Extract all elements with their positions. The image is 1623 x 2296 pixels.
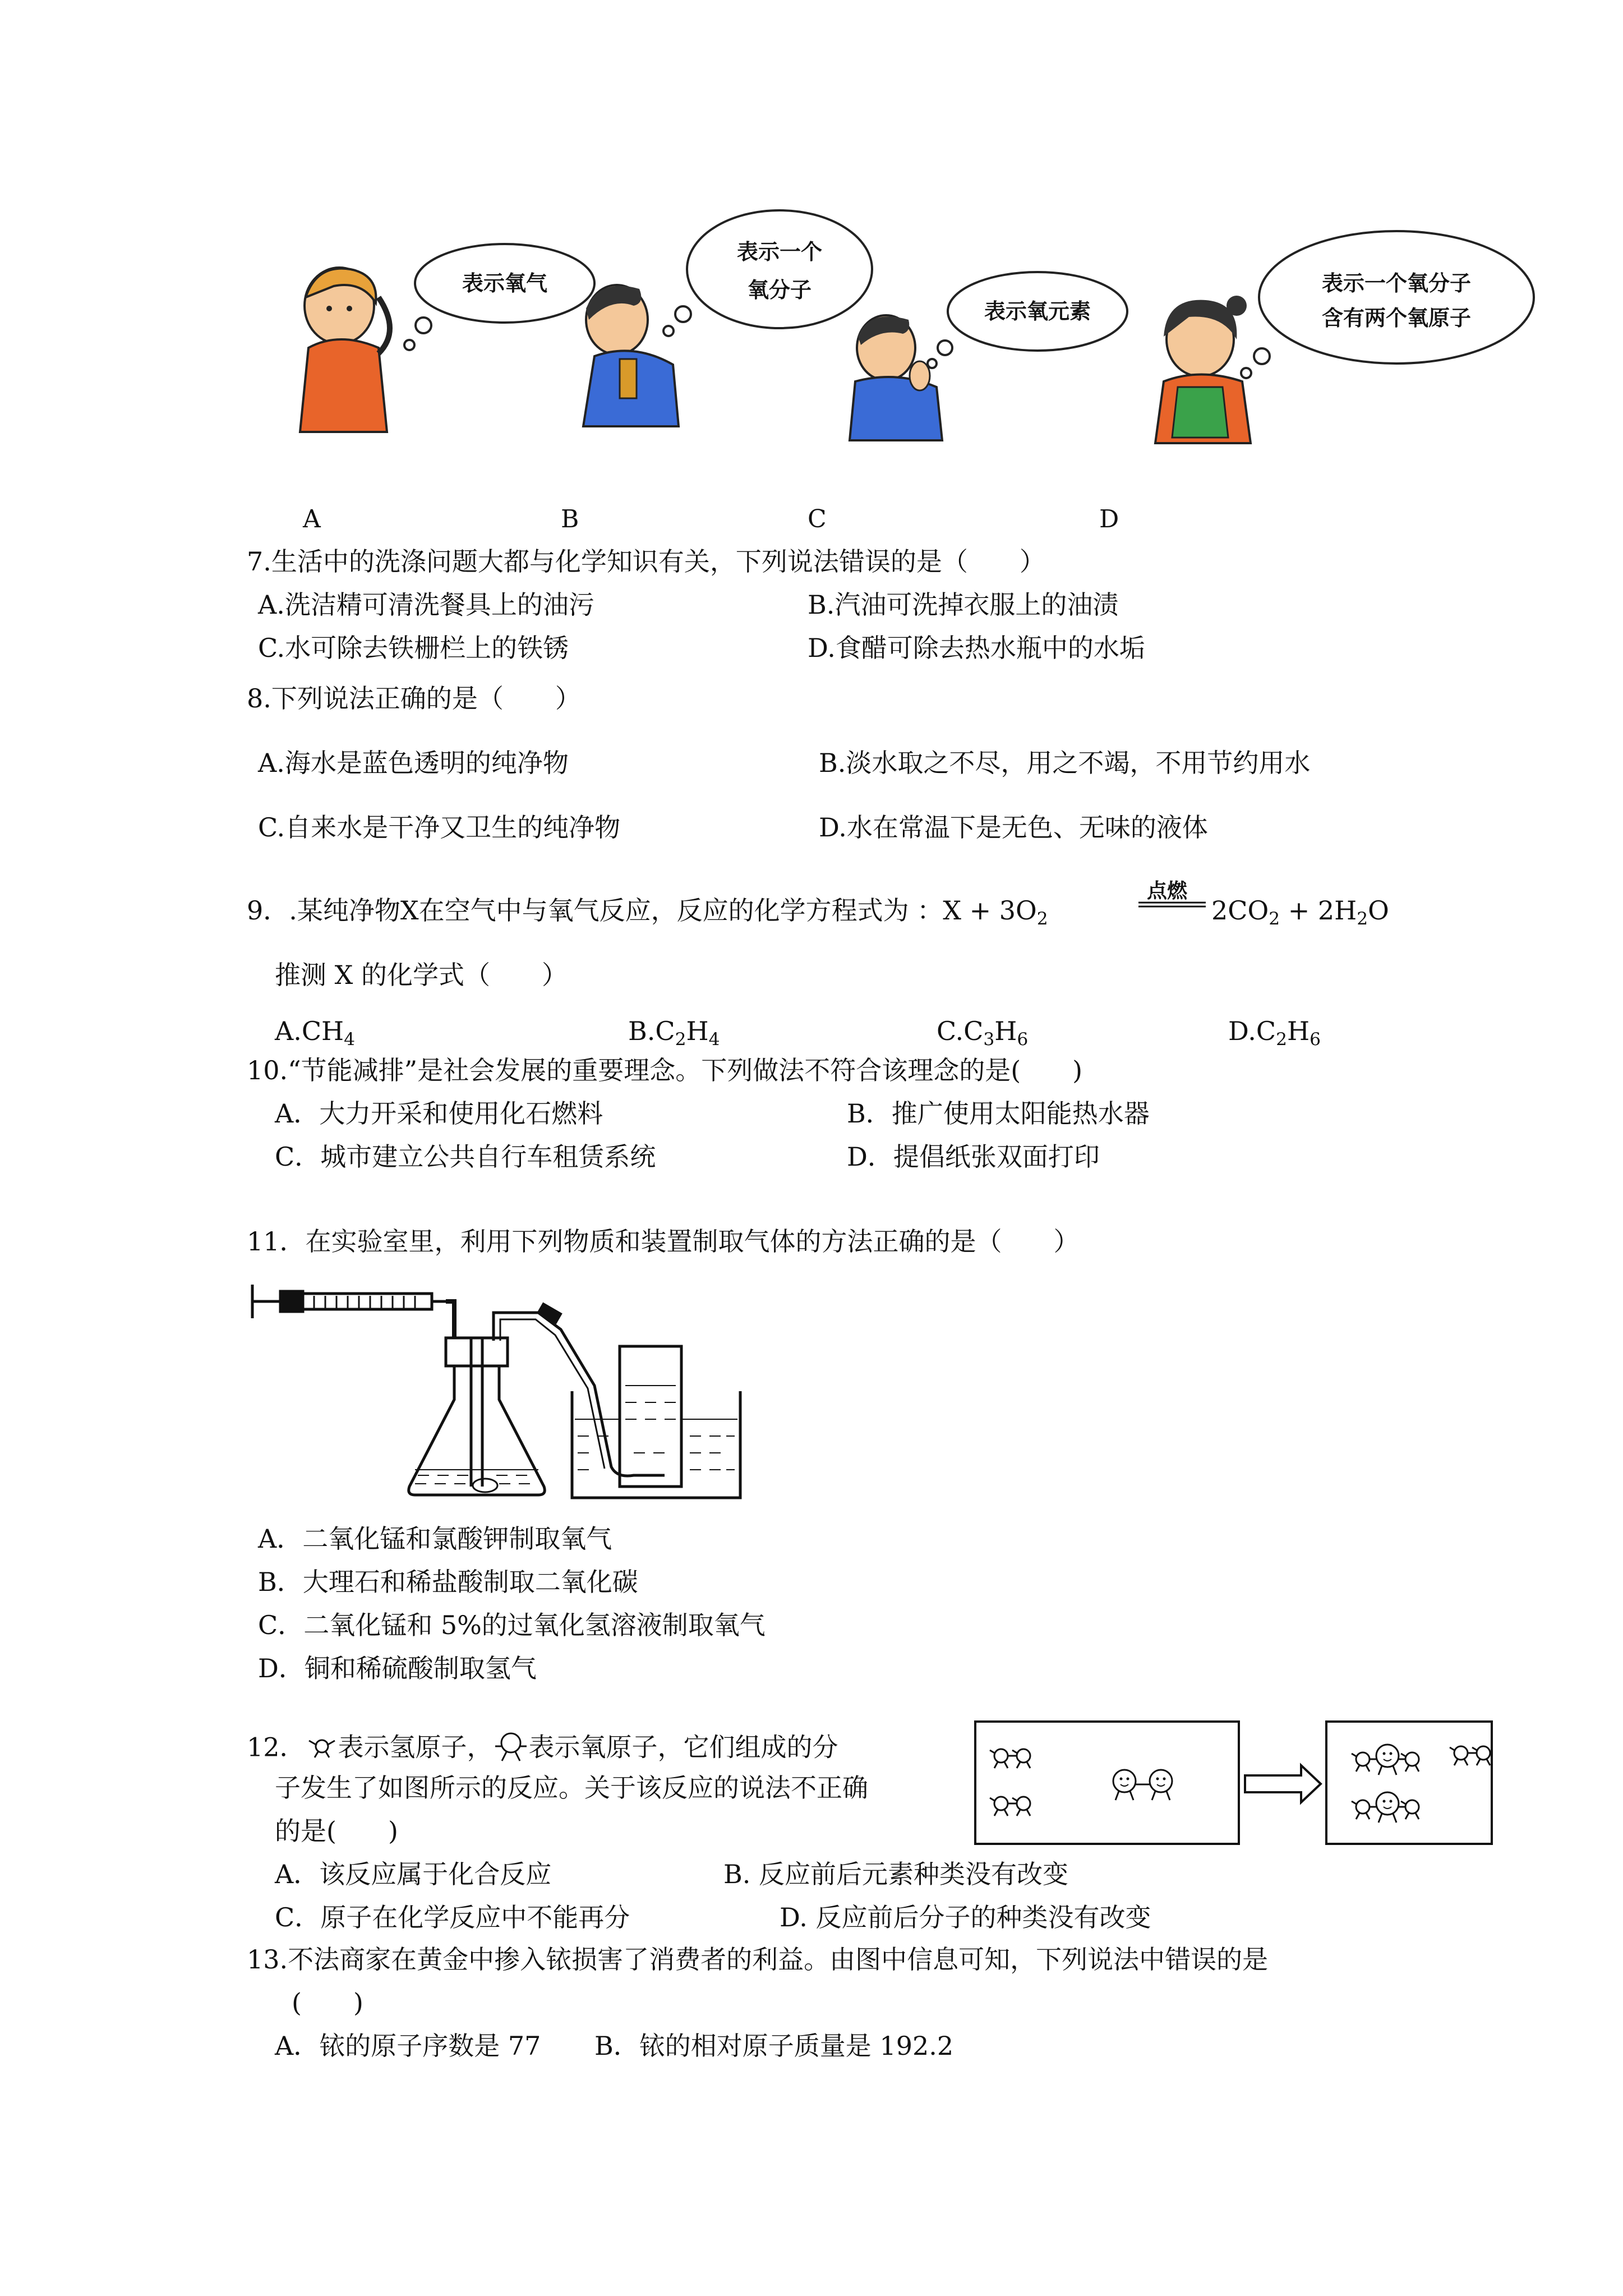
q12-stem-line2: 子发生了如图所示的反应。关于该反应的说法不正确 (275, 1773, 868, 1803)
q6-bubble-c (920, 264, 1133, 376)
q10-option-a: A．大力开采和使用化石燃料 (275, 1098, 603, 1129)
q9-product-h2o: + 2H (1288, 895, 1357, 926)
q6-label-a: A (303, 505, 321, 533)
q9-equation (247, 895, 1048, 929)
q9-reaction-arrow (1138, 901, 1206, 909)
q10-option-c: C．城市建立公共自行车租赁系统 (275, 1142, 656, 1172)
q11-option-a: A．二氧化锰和氯酸钾制取氧气 (258, 1524, 612, 1554)
q10-stem: 10.“节能减排”是社会发展的重要理念。下列做法不符合该理念的是( ) (247, 1055, 1083, 1085)
hydrogen-atom-icon (306, 1736, 338, 1763)
q8-option-c: C.自来水是干净又卫生的纯净物 (258, 812, 621, 843)
q13-paren: ( ) (292, 1987, 363, 2018)
q12-option-b: B. 反应前后元素种类没有改变 (723, 1859, 1069, 1889)
syringe-icon (252, 1285, 446, 1318)
q7-option-a: A.洗洁精可清洗餐具上的油污 (258, 590, 594, 620)
q6-bubble-a (393, 241, 606, 376)
q11-option-b: B．大理石和稀盐酸制取二氧化碳 (258, 1567, 638, 1597)
q12-option-a: A．该反应属于化合反应 (275, 1859, 552, 1889)
q9-option-a: $A.CH_4$ (275, 1016, 356, 1050)
q7-option-d: D.食醋可除去热水瓶中的水垢 (808, 633, 1145, 663)
q11-option-c: C．二氧化锰和 5%的过氧化氢溶液制取氧气 (258, 1610, 766, 1640)
q6-label-b: B (561, 505, 579, 533)
q6-label-c: C (808, 505, 827, 533)
q11-apparatus-diagram (247, 1273, 763, 1509)
q10-option-d: D．提倡纸张双面打印 (847, 1142, 1100, 1172)
q9-option-c: $C.C_3H_6$ (937, 1016, 1029, 1050)
q12-option-d: D. 反应前后分子的种类没有改变 (780, 1902, 1151, 1932)
q12-option-c: C．原子在化学反应中不能再分 (275, 1902, 630, 1932)
q6-bubble-c-text: 表示氧元素 (984, 299, 1091, 324)
q12-reaction-diagram (973, 1719, 1495, 1848)
oxygen-atom-icon (493, 1732, 529, 1767)
q6-label-d: D (1099, 505, 1119, 533)
q12-stem-line1: 12． 表示氢原子， 表示氧原子，它们组成的分 (247, 1732, 838, 1767)
q9-products: $2CO_2 + 2H_2O$ (1211, 895, 1389, 929)
q9-condition: 点燃 (1147, 880, 1188, 903)
q9-option-b: $B.C_2H_4$ (628, 1016, 720, 1050)
q11-option-d: D．铜和稀硫酸制取氢气 (258, 1653, 537, 1683)
q9-product-co2: 2CO (1211, 895, 1269, 926)
q7-stem: 7.生活中的洗涤问题大都与化学知识有关，下列说法错误的是（ ） (247, 546, 1045, 577)
q7-option-b: B.汽油可洗掉衣服上的油渍 (808, 590, 1119, 620)
q9-option-d: $D.C_2H_6$ (1228, 1016, 1321, 1050)
q8-option-b: B.淡水取之不尽，用之不竭，不用节约用水 (819, 748, 1311, 778)
q13-option-b: B．铱的相对原子质量是 192.2 (594, 2031, 954, 2061)
q11-stem: 11．在实验室里，利用下列物质和装置制取气体的方法正确的是（ ） (247, 1226, 1080, 1257)
q6-bubble-d-line1: 表示一个氧分子 (1321, 271, 1472, 296)
q10-option-b: B．推广使用太阳能热水器 (847, 1098, 1150, 1129)
q13-stem: 13.不法商家在黄金中掺入铱损害了消费者的利益。由图中信息可知，下列说法中错误的是 (247, 1944, 1269, 1975)
q13-option-a: A．铱的原子序数是 77 (275, 2031, 541, 2061)
q6-bubble-d-line2: 含有两个氧原子 (1321, 306, 1472, 330)
q7-option-c: C.水可除去铁栅栏上的铁锈 (258, 633, 569, 663)
q6-bubble-d (1228, 224, 1542, 387)
q8-option-d: D.水在常温下是无色、无味的液体 (819, 812, 1208, 843)
q6-bubble-b-line1: 表示一个 (736, 240, 823, 264)
q9-stem-prefix: 9．.某纯净物X在空气中与氧气反应，反应的化学方程式为 ：X + 3O (247, 895, 1037, 926)
q8-option-a: A.海水是蓝色透明的纯净物 (258, 748, 569, 778)
q6-bubble-b-line2: 氧分子 (747, 278, 812, 302)
q9-o2-sub: 2 (1036, 908, 1048, 929)
q6-bubble-a-text: 表示氧气 (462, 271, 548, 296)
q12-stem-line3: 的是( ) (275, 1816, 398, 1846)
q9-line2: 推测 X 的化学式（ ） (275, 960, 568, 990)
conical-flask-icon (409, 1338, 545, 1495)
q8-stem: 8.下列说法正确的是（ ） (247, 683, 581, 714)
q6-bubble-b (656, 208, 880, 353)
